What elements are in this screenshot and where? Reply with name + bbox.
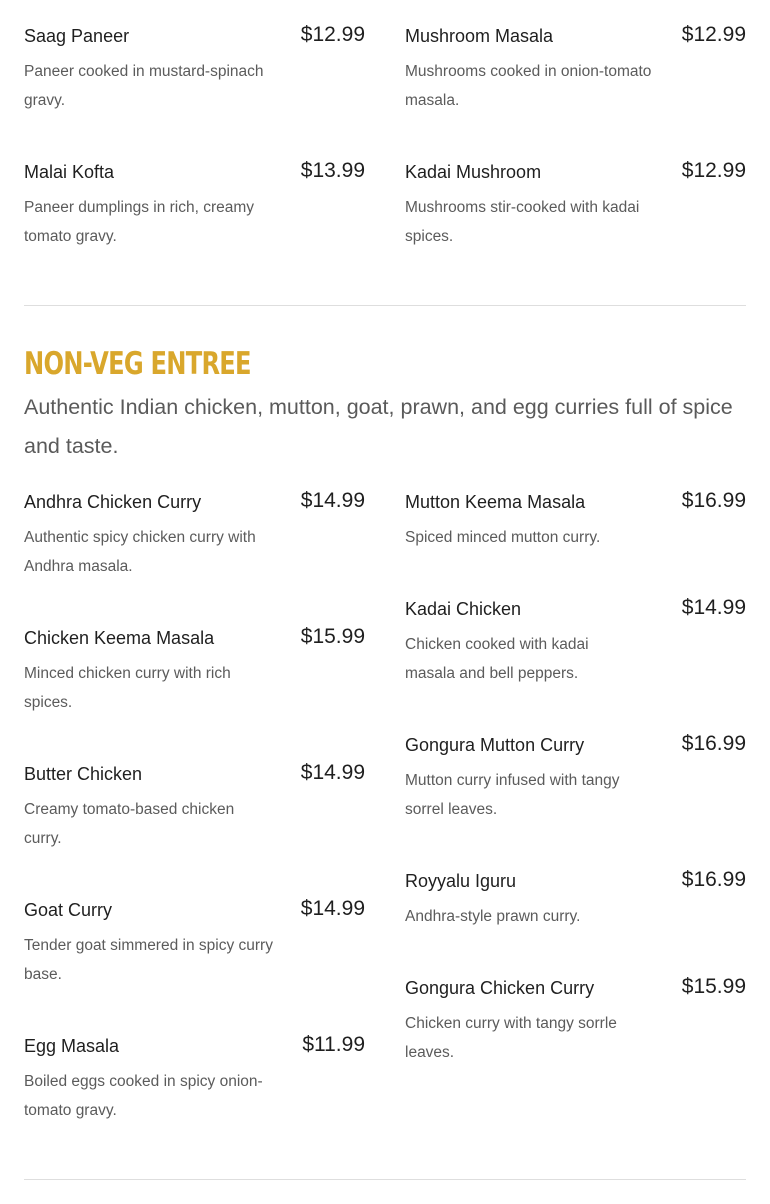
item-name: Kadai Chicken [405, 599, 522, 619]
section-description: Authentic Indian chicken, mutton, goat, prawn, and egg curries full of spice and taste. [24, 395, 733, 458]
item-description: Authentic spicy chicken curry with Andhra masala. [24, 529, 256, 575]
item-name: Egg Masala [24, 1036, 120, 1056]
item-name: Royyalu Iguru [405, 871, 517, 891]
item-price: $16.99 [681, 489, 746, 512]
item-description: Chicken curry with tangy sorrle leaves. [405, 1015, 617, 1061]
item-price: $16.99 [681, 868, 746, 891]
item-name: Mushroom Masala [405, 26, 554, 46]
item-description: Tender goat simmered in spicy curry base. [24, 937, 273, 983]
item-price: $11.99 [302, 1033, 365, 1056]
item-description: Boiled eggs cooked in spicy onion-tomato gravy. [24, 1073, 263, 1119]
item-price: $14.99 [300, 761, 365, 784]
item-name: Mutton Keema Masala [405, 492, 586, 512]
item-description: Chicken cooked with kadai masala and bell peppers. [405, 636, 589, 682]
item-name: Malai Kofta [24, 162, 115, 182]
item-name: Saag Paneer [24, 26, 130, 46]
item-price: $14.99 [300, 489, 365, 512]
section-divider [24, 305, 746, 306]
item-description: Mutton curry infused with tangy sorrel leaves. [405, 772, 620, 818]
item-price: $14.99 [681, 596, 746, 619]
item-price: $12.99 [681, 23, 746, 46]
item-name: Chicken Keema Masala [24, 628, 215, 648]
item-name: Gongura Mutton Curry [405, 735, 585, 755]
item-description: Creamy tomato-based chicken curry. [24, 801, 235, 847]
item-description: Mushrooms stir-cooked with kadai spices. [405, 199, 640, 245]
item-price: $13.99 [300, 159, 365, 182]
item-name: Butter Chicken [24, 764, 143, 784]
item-price: $12.99 [681, 159, 746, 182]
item-price: $14.99 [300, 897, 365, 920]
item-name: Kadai Mushroom [405, 162, 542, 182]
item-name: Andhra Chicken Curry [24, 492, 202, 512]
item-description: Andhra-style prawn curry. [405, 908, 581, 925]
item-price: $15.99 [300, 625, 365, 648]
item-price: $16.99 [681, 732, 746, 755]
item-name: Goat Curry [24, 900, 113, 920]
item-description: Minced chicken curry with rich spices. [24, 665, 231, 711]
section-divider [24, 1179, 746, 1180]
item-description: Paneer dumplings in rich, creamy tomato gravy. [24, 199, 255, 245]
item-description: Mushrooms cooked in onion-tomato masala. [405, 63, 652, 109]
item-price: $15.99 [681, 975, 746, 998]
item-name: Gongura Chicken Curry [405, 978, 595, 998]
item-description: Spiced minced mutton curry. [405, 529, 601, 546]
item-price: $12.99 [300, 23, 365, 46]
item-description: Paneer cooked in mustard-spinach gravy. [24, 63, 264, 109]
section-title: NON-VEG ENTREE [24, 346, 251, 382]
